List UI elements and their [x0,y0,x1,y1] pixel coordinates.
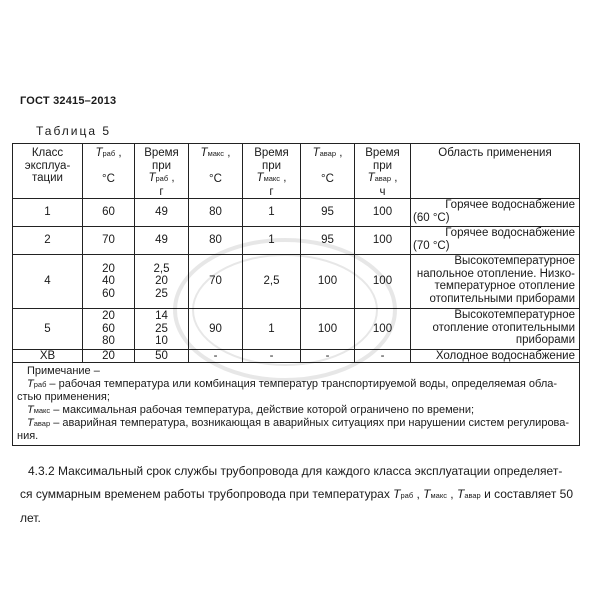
cell-class: 2 [13,227,83,255]
cell-class: ХВ [13,350,83,363]
cell-time-maks: 1 [243,227,301,255]
cell-area: Высокотемпературное отопление отопительными приборами [411,309,580,350]
note-t-rab-cont: стью применения; [17,391,110,403]
cell-area: Холодное водоснабжение [411,350,580,363]
cell-area: Горячее водоснабжение (60 °С) [411,199,580,227]
cell-t-maks: 80 [189,227,243,255]
cell-t-maks: 70 [189,255,243,309]
cell-area: Высокотемпературное напольное отопление. Низко- температурное отопление отопительными приборами [411,255,580,309]
cell-t-rab: 20 40 60 [83,255,135,309]
cell-time-rab: 49 [135,199,189,227]
cell-t-avar: - [301,350,355,363]
header-t-rab: Tраб , °C [83,144,135,199]
note-t-avar-cont: ния. [17,430,39,442]
notes-row [13,363,580,446]
cell-class: 1 [13,199,83,227]
cell-t-avar: 100 [301,255,355,309]
table-row [13,309,580,350]
paragraph-line-1: 4.3.2 Максимальный срок службы трубопровода для каждого класса эксплуатации определяет- [28,464,563,478]
cell-t-avar: 100 [301,309,355,350]
cell-time-maks: 1 [243,309,301,350]
standard-number: ГОСТ 32415–2013 [20,95,117,107]
header-area: Область применения [411,144,580,199]
table-notes [13,363,580,446]
cell-time-rab: 49 [135,227,189,255]
cell-time-avar: 100 [355,227,411,255]
note-t-avar: Tавар – аварийная температура, возникающая в аварийных ситуациях при нарушении систем регулирова- [27,417,570,429]
cell-time-avar: - [355,350,411,363]
table-header-row [13,144,580,199]
paragraph-4-3-2 [20,460,576,530]
table-row [13,255,580,309]
cell-time-avar: 100 [355,199,411,227]
header-t-avar: Tавар , °C [301,144,355,199]
table-row [13,227,580,255]
header-time-maks: Время при Tмакс , г [243,144,301,199]
note-t-maks: Tмакс – максимальная рабочая температура, действие которой ограничено по времени; [27,404,475,416]
note-t-rab: Tраб – рабочая температура или комбинация температур транспортируемой воды, определяемая обла- [27,378,558,390]
cell-time-avar: 100 [355,309,411,350]
cell-class: 4 [13,255,83,309]
cell-time-rab: 50 [135,350,189,363]
table-caption: Таблица 5 [36,124,112,138]
cell-class: 5 [13,309,83,350]
cell-t-maks: - [189,350,243,363]
header-t-maks: Tмакс , °C [189,144,243,199]
cell-t-rab: 20 [83,350,135,363]
header-class: Класс эксплуа- тации [13,144,83,199]
cell-t-rab: 70 [83,227,135,255]
notes-title: Примечание – [27,365,100,377]
cell-time-maks: 1 [243,199,301,227]
cell-area: Горячее водоснабжение (70 °С) [411,227,580,255]
cell-t-maks: 90 [189,309,243,350]
header-time-avar: Время при Tавар , ч [355,144,411,199]
table-row [13,199,580,227]
cell-time-avar: 100 [355,255,411,309]
cell-time-maks: 2,5 [243,255,301,309]
header-time-rab: Время при Tраб , г [135,144,189,199]
cell-t-maks: 80 [189,199,243,227]
cell-time-rab: 2,5 20 25 [135,255,189,309]
paragraph-line-2: ся суммарным временем работы трубопровода при температурах Tраб , Tмакс , Tавар и составляет 50 [20,487,574,501]
cell-time-rab: 14 25 10 [135,309,189,350]
cell-t-avar: 95 [301,227,355,255]
operating-classes-table [12,143,580,446]
cell-t-rab: 60 [83,199,135,227]
cell-t-rab: 20 60 80 [83,309,135,350]
cell-t-avar: 95 [301,199,355,227]
table-row [13,350,580,363]
paragraph-line-3: лет. [20,511,41,525]
cell-time-maks: - [243,350,301,363]
